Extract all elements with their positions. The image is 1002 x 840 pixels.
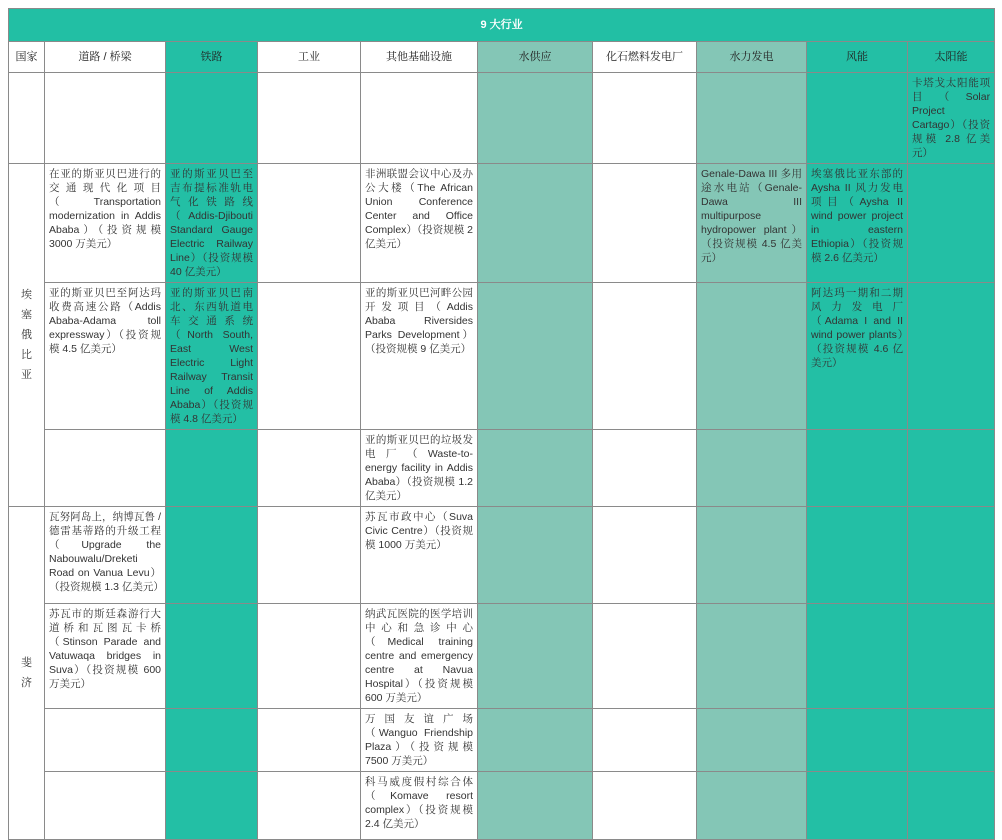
- cell: [258, 604, 361, 709]
- cell: [593, 709, 697, 772]
- cell: [593, 73, 697, 164]
- country-cell-fiji: [9, 507, 45, 840]
- cell: 亚的斯亚贝巴至吉布提标准轨电气化铁路线（Addis-Djibouti Standard Gauge Electric Railway Line）（投资规模 40 亿美元）: [166, 164, 258, 283]
- cell: [45, 430, 166, 507]
- cell: [478, 430, 593, 507]
- cell: [807, 73, 908, 164]
- cell: [258, 283, 361, 430]
- cell: [807, 709, 908, 772]
- cell: [258, 507, 361, 604]
- country-name: 埃塞俄比亚: [21, 289, 32, 381]
- cell: [45, 709, 166, 772]
- cell: [258, 73, 361, 164]
- table-row: [9, 73, 995, 164]
- cell: 亚的斯亚贝巴的垃圾发电厂（Waste-to-energy facility in Addis Ababa）（投资规模 1.2 亿美元）: [361, 430, 478, 507]
- cell: [258, 164, 361, 283]
- header-industry: 工业: [258, 42, 361, 73]
- cell: 科马威度假村综合体（Komave resort complex）（投资规模 2.4 亿美元）: [361, 772, 478, 840]
- cell: [697, 283, 807, 430]
- cell: [807, 507, 908, 604]
- cell: [258, 709, 361, 772]
- cell: [908, 604, 995, 709]
- country-cell-ethiopia: [9, 164, 45, 507]
- cell: 亚的斯亚贝巴河畔公园开发项目（Addis Ababa Riversides Parks Development）（投资规模 9 亿美元）: [361, 283, 478, 430]
- cell: [361, 73, 478, 164]
- cell: [166, 604, 258, 709]
- cell: [908, 164, 995, 283]
- header-solar: 太阳能: [908, 42, 995, 73]
- cell: 非洲联盟会议中心及办公大楼（The African Union Conference Center and Office Complex）（投资规模 2 亿美元）: [361, 164, 478, 283]
- cell: 阿达玛一期和二期风力发电厂（Adama I and II wind power plants）（投资规模 4.6 亿美元）: [807, 283, 908, 430]
- cell: [45, 73, 166, 164]
- cell: [697, 604, 807, 709]
- cell: [697, 709, 807, 772]
- cell: [258, 430, 361, 507]
- cell: 埃塞俄比亚东部的 Aysha II 风力发电项目（Aysha II wind power project in eastern Ethiopia）（投资规模 2.6 亿美元）: [807, 164, 908, 283]
- cell: [593, 604, 697, 709]
- country-name: 斐济: [21, 657, 32, 689]
- cell: [478, 164, 593, 283]
- header-other-infrastructure: 其他基础设施: [361, 42, 478, 73]
- cell: [166, 709, 258, 772]
- header-wind: 风能: [807, 42, 908, 73]
- title-row: [9, 9, 995, 42]
- cell: [9, 73, 45, 164]
- header-hydropower: 水力发电: [697, 42, 807, 73]
- cell: 在亚的斯亚贝巴进行的交通现代化项目（Transportation modernization in Addis Ababa）（投资规模 3000 万美元）: [45, 164, 166, 283]
- table-row: [9, 430, 995, 507]
- cell: [593, 772, 697, 840]
- cell: 苏瓦市政中心（Suva Civic Centre）（投资规模 1000 万美元）: [361, 507, 478, 604]
- cell: 苏瓦市的斯廷森游行大道桥和瓦图瓦卡桥（Stinson Parade and Vatuwaqa bridges in Suva）（投资规模 600 万美元）: [45, 604, 166, 709]
- cell: [697, 507, 807, 604]
- cell: 万国友谊广场（Wanguo Friendship Plaza）（投资规模 7500 万美元）: [361, 709, 478, 772]
- header-row: [9, 42, 995, 73]
- table-row: [9, 772, 995, 840]
- industry-table: [8, 8, 995, 840]
- cell: [166, 430, 258, 507]
- cell: [593, 164, 697, 283]
- cell: [478, 507, 593, 604]
- cell: 亚的斯亚贝巴至阿达玛收费高速公路（Addis Ababa-Adama toll expressway）（投资规模 4.5 亿美元）: [45, 283, 166, 430]
- cell: [593, 430, 697, 507]
- cell: [593, 507, 697, 604]
- table-row: [9, 507, 995, 604]
- cell: Genale-Dawa III 多用途水电站（Genale-Dawa III multipurpose hydropower plant）（投资规模 4.5 亿美元）: [697, 164, 807, 283]
- cell: [478, 772, 593, 840]
- cell: [807, 772, 908, 840]
- header-road-bridge: 道路 / 桥梁: [45, 42, 166, 73]
- cell: [697, 430, 807, 507]
- cell: [908, 709, 995, 772]
- table-row: [9, 164, 995, 283]
- table-row: [9, 283, 995, 430]
- cell: [258, 772, 361, 840]
- cell: 卡塔戈太阳能项目（Solar Project Cartago）（投资规模 2.8 亿美元）: [908, 73, 995, 164]
- header-water-supply: 水供应: [478, 42, 593, 73]
- cell: [478, 604, 593, 709]
- table-title: 9 大行业: [9, 9, 995, 42]
- cell: [478, 709, 593, 772]
- cell: [807, 430, 908, 507]
- cell: [908, 283, 995, 430]
- cell: [697, 772, 807, 840]
- cell: [166, 772, 258, 840]
- cell: [908, 772, 995, 840]
- header-country: 国家: [9, 42, 45, 73]
- cell: [166, 507, 258, 604]
- cell: 纳武瓦医院的医学培训中心和急诊中心（Medical training centre and emergency centre at Navua Hospital）（投资规模 600 万美元）: [361, 604, 478, 709]
- table-row: [9, 604, 995, 709]
- header-fossil-fuel-plant: 化石燃料发电厂: [593, 42, 697, 73]
- cell: [478, 73, 593, 164]
- cell: [166, 73, 258, 164]
- cell: [478, 283, 593, 430]
- cell: 瓦努阿岛上，纳博瓦鲁 / 德雷基蒂路的升级工程（Upgrade the Nabouwalu/Dreketi Road on Vanua Levu）（投资规模 1.3 亿美元）: [45, 507, 166, 604]
- cell: 亚的斯亚贝巴南北、东西轨道电车交通系统（North South, East West Electric Light Railway Transit Line of Addis Ababa）（投资规模 4.8 亿美元）: [166, 283, 258, 430]
- cell: [697, 73, 807, 164]
- cell: [908, 430, 995, 507]
- cell: [593, 283, 697, 430]
- header-railway: 铁路: [166, 42, 258, 73]
- cell: [45, 772, 166, 840]
- table-row: [9, 709, 995, 772]
- cell: [908, 507, 995, 604]
- cell: [807, 604, 908, 709]
